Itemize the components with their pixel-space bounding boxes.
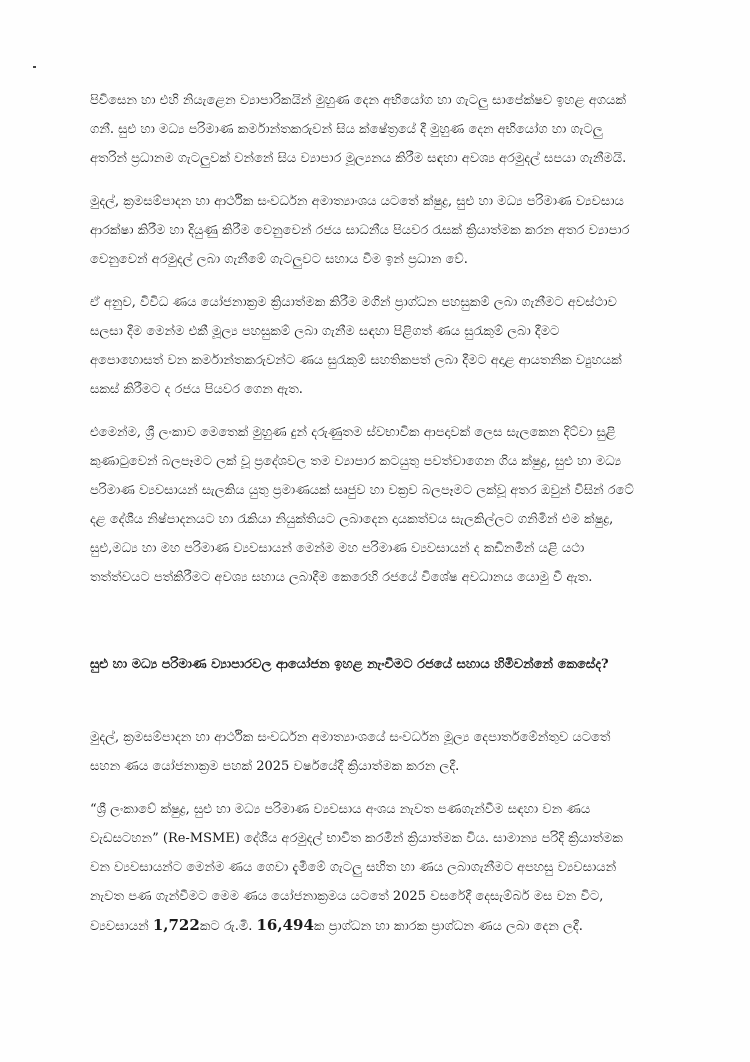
text-line: ඒ අනුව, විවිධ ණය යෝජනාක්‍රම ක්‍රියාත්මක කිරීම මගින් ප්‍රාග්ධන පහසුකම් ලබා ගැනීමට අවස්ථාව [90, 295, 617, 310]
document-body [90, 86, 712, 941]
text-line: දළ දේශීය නිෂ්පාදනයට හා රැකියා නියුක්තියට ලබාදෙන දායකත්වය සැලකිල්ලට ගනිමින් එම ක්ෂුද්‍ර, [90, 512, 614, 527]
text-line: පිවිසෙන හා එහි නියැළෙන ව්‍යාපාරිකයින් මුහුණ දෙන අභියෝග හා ගැටලු සාපේක්ෂව ඉහළ අගයක් [90, 93, 626, 108]
text-line: කුණාටුවෙන් බලපෑමට ලක් වූ ප්‍රදේශවල තම ව්‍යාපාර කටයුතු පවත්වාගෙන ගිය ක්ෂුද්‍ර, සුළු හා මධ්‍ය [90, 454, 622, 469]
paragraph-6 [90, 795, 712, 941]
text-line: මුදල්, ක්‍රමසම්පාදන හා ආර්ථික සංවර්ධන අමාත්‍යාංශය යටතේ ක්ෂුද්‍ර, සුළු හා මධ්‍ය පරිමාණ ව්‍යවසාය [90, 194, 624, 209]
text-line: නැවත පණ ගැන්වීමට මෙම ණය යෝජනාක්‍රමය යටතේ 2025 වසරේදී දෙසැම්බර් මස වන විට, [90, 889, 604, 904]
paragraph-3 [90, 288, 712, 404]
scan-mark [33, 66, 36, 68]
text-line: වන ව්‍යවසායන්ට මෙන්ම ණය ගෙවා දැමීමේ ගැටලු සහිත හා ණය ලබාගැනීමට අපහසු ව්‍යවසායන් [90, 860, 617, 875]
text-line: තත්ත්වයට පත්කිරීමට අවශ්‍ය සහාය ලබාදීම කෙරෙහි රජයේ විශේෂ අවධානය යොමු වී ඇත. [90, 570, 593, 585]
loan-amount: 16,494 [256, 916, 314, 934]
text-line: සහන ණය යෝජනාක්‍රම පහක් 2025 වර්ෂයේදී ක්‍රියාත්මක කරන ලදී. [90, 759, 460, 774]
text-line: අපොහොසත් වන කර්මාන්තකරුවන්ට ණය සුරැකුම් සහතිකපත් ලබා දීමට අදාළ ආයතනික ව්‍යුහයක් [90, 353, 622, 368]
text-line-final [90, 911, 712, 941]
text-line: වෙනුවෙන් අරමුදල් ලබා ගැනීමේ ගැටලුවට සහාය වීම ඉන් ප්‍රධාන වේ. [90, 252, 468, 267]
section-heading: සුළු හා මධ්‍ය පරිමාණ ව්‍යාපාරවල ආයෝජන ඉහළ නැංවීමට රජයේ සහාය හිමිවන්නේ කෙසේද? [90, 657, 609, 672]
paragraph-4 [90, 418, 712, 592]
text-line: එමෙන්ම, ශ්‍රී ලංකාව මෙතෙක් මුහුණ දුන් දරුණුතම ස්වභාවික ආපදාවක් ලෙස සැලකෙන දිට්වා සුළි [90, 425, 616, 440]
text-line: සුළු,මධ්‍ය හා මහ පරිමාණ ව්‍යවසායන් මෙන්ම මහ පරිමාණ ව්‍යවසායන් ද කඩිනමින් යළි යථා [90, 541, 585, 556]
text-line: සකස් කිරීමට ද රජය පියවර ගෙන ඇත. [90, 382, 303, 397]
text-fragment: කට රු.මි. [199, 919, 257, 934]
enterprise-count: 1,722 [152, 916, 200, 934]
paragraph-1 [90, 86, 712, 173]
text-line: වැඩසටහන” (Re-MSME) දේශීය අරමුදල් භාවිත කරමින් ක්‍රියාත්මක විය. සාමාන්‍ය පරිදි ක්‍රියාත්මක [90, 831, 623, 846]
text-line: ආරක්ෂා කිරීම හා දියුණු කිරීම වෙනුවෙන් රජය සාධනීය පියවර රැසක් ක්‍රියාත්මක කරන අතර ව්‍යාපාර [90, 223, 630, 238]
text-fragment: ව්‍යවසායන් [90, 919, 153, 934]
text-line: “ශ්‍රී ලංකාවේ ක්ෂුද්‍ර, සුළු හා මධ්‍ය පරිමාණ ව්‍යවසාය අංශය නැවත පණගැන්වීම සඳහා වන ණය [90, 802, 591, 817]
paragraph-2 [90, 187, 712, 274]
text-line: අතරින් ප්‍රධානම ගැටලුවක් වන්නේ සිය ව්‍යාපාර මූල්‍යනය කිරීම සඳහා අවශ්‍ය අරමුදල් සපයා ගැනීමයි. [90, 151, 627, 166]
text-line: පරිමාණ ව්‍යවසායන් සැලකිය යුතු ප්‍රමාණයක් සෘජුව හා වක්‍රව බලපෑමට ලක්වූ අතර ඔවුන් විසින් රටේ [90, 483, 634, 498]
text-fragment: ක ප්‍රාග්ධන හා කාරක ප්‍රාග්ධන ණය ලබා දෙන ලදී. [313, 919, 583, 934]
text-line: සලසා දීම මෙන්ම එකී මූල්‍ය පහසුකම් ලබා ගැනීම සඳහා පිළිගත් ණය සුරැකුම් ලබා දීමට [90, 324, 560, 339]
text-line: ගනී. සුළු හා මධ්‍ය පරිමාණ කර්මාන්තකරුවන් සිය ක්ෂේත්‍රයේ දී මුහුණ දෙන අභියෝග හා ගැටලු [90, 122, 603, 137]
paragraph-5 [90, 723, 712, 781]
text-line: මුදල්, ක්‍රමසම්පාදන හා ආර්ථික සංවර්ධන අමාත්‍යාංශයේ සංවර්ධන මූල්‍ය දෙපාර්තමේන්තුව යටතේ [90, 730, 611, 745]
